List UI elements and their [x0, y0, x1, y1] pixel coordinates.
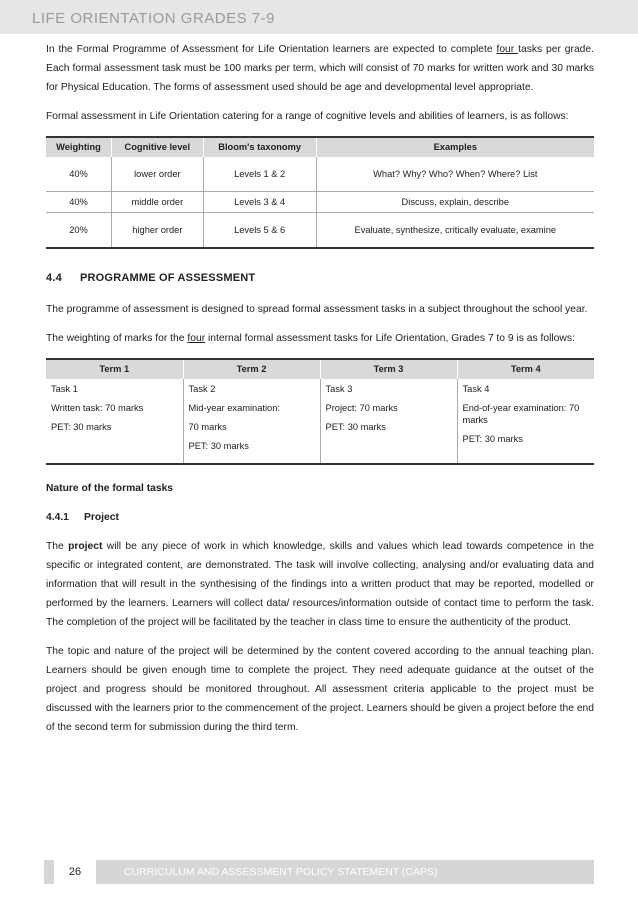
- term-3-cell: Task 3 Project: 70 marks PET: 30 marks: [320, 379, 457, 464]
- term-4-cell: Task 4 End-of-year examination: 70 marks PET: 30 marks: [457, 379, 594, 464]
- terms-table: [46, 358, 594, 465]
- col-term-3: Term 3: [320, 359, 457, 379]
- col-weighting: Weighting: [46, 137, 111, 157]
- col-term-2: Term 2: [183, 359, 320, 379]
- intro-paragraph-1: In the Formal Programme of Assessment for Life Orientation learners are expected to complete four tasks per grade. Each formal assessment task must be 100 marks per term, which will consist of 70 marks for written work and 30 marks for Physical Education. The forms of assessment used should be age and developmental level appropriate.: [46, 44, 594, 93]
- page-content: [46, 40, 594, 747]
- term-2-cell: Task 2 Mid-year examination: 70 marks PET: 30 marks: [183, 379, 320, 464]
- project-heading: 4.4.1 Project: [46, 512, 119, 523]
- intro-paragraph-2: Formal assessment in Life Orientation catering for a range of cognitive levels and abilities of learners, is as follows:: [46, 111, 569, 122]
- header-title: LIFE ORIENTATION GRADES 7-9: [32, 10, 275, 27]
- nature-heading: Nature of the formal tasks: [46, 483, 174, 494]
- programme-paragraph-2: The weighting of marks for the four internal formal assessment tasks for Life Orientation, Grades 7 to 9 is as follows:: [46, 333, 575, 344]
- project-paragraph-2: The topic and nature of the project will be determined by the content covered according to the annual teaching plan. Learners should be given enough time to complete the project. They need adequate guidance at the outset of the project and progress should be monitored throughout. All assessment criteria applicable to the project must be discussed with the learners prior to the commencement of the project. Learners should be given a project before the end of the second term for submission during the third term.: [46, 646, 594, 733]
- page-header: [0, 0, 638, 34]
- page-footer: [44, 860, 594, 884]
- col-term-1: Term 1: [46, 359, 183, 379]
- col-term-4: Term 4: [457, 359, 594, 379]
- table-header-row: [46, 359, 594, 379]
- table-row: 40% middle order Levels 3 & 4 Discuss, explain, describe: [46, 192, 594, 213]
- table-row: 20% higher order Levels 5 & 6 Evaluate, synthesize, critically evaluate, examine: [46, 213, 594, 249]
- section-heading-4-4: 4.4 PROGRAMME OF ASSESSMENT: [46, 272, 256, 284]
- table-row: 40% lower order Levels 1 & 2 What? Why? Who? When? Where? List: [46, 157, 594, 192]
- programme-paragraph-1: The programme of assessment is designed to spread formal assessment tasks in a subject throughout the school year.: [46, 304, 588, 315]
- project-paragraph-1: The project will be any piece of work in which knowledge, skills and values which lead towards competence in the specific or integrated content, are demonstrated. The task will involve collecting, analysing and/or evaluating data and information that will result in the synthesising of the findings into a written product that may be reported, modelled or performed by the learners. Learners will collect data/ resources/information outside of contact time to perform the task. The completion of the project will be facilitated by the teacher in class time to ensure the authenticity of the product.: [46, 541, 594, 628]
- col-cognitive-level: Cognitive level: [111, 137, 203, 157]
- table-row: [46, 379, 594, 464]
- footer-text: CURRICULUM AND ASSESSMENT POLICY STATEMENT (CAPS): [124, 866, 438, 878]
- col-blooms-taxonomy: Bloom's taxonomy: [203, 137, 316, 157]
- table-header-row: [46, 137, 594, 157]
- underlined-four: four: [496, 44, 519, 55]
- page-number: 26: [54, 860, 96, 884]
- cognitive-levels-table: [46, 136, 594, 249]
- term-1-cell: Task 1 Written task: 70 marks PET: 30 marks: [46, 379, 183, 464]
- col-examples: Examples: [316, 137, 594, 157]
